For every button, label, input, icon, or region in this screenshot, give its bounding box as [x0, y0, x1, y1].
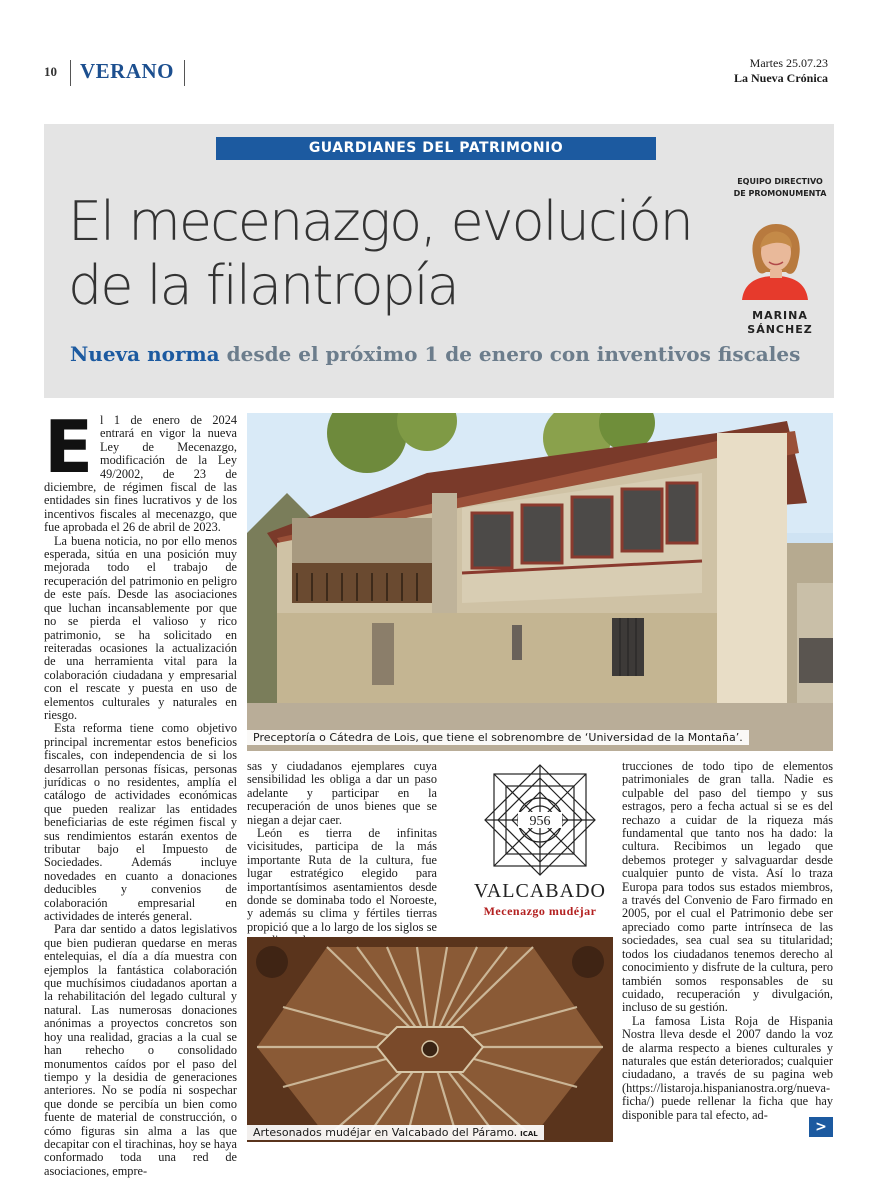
- issue-date: Martes 25.07.23: [749, 56, 828, 70]
- headline-line-2: de la filantropía: [68, 254, 458, 317]
- author-affiliation: [730, 176, 830, 200]
- photo-caption: [247, 1125, 544, 1140]
- lead-photo: [247, 413, 833, 751]
- logo-subtitle: Mecenazgo mudéjar: [483, 904, 597, 918]
- subhead-rest: desde el próximo 1 de enero con inventivos fiscales: [219, 342, 801, 366]
- header-divider: [184, 60, 185, 86]
- logo-title: VALCABADO: [474, 880, 606, 902]
- kicker: GUARDIANES DEL PATRIMONIO: [216, 137, 656, 160]
- headline: [68, 190, 718, 318]
- newspaper-name: La Nueva Crónica: [734, 71, 828, 85]
- photo-caption: Preceptoría o Cátedra de Lois, que tiene el sobrenombre de ‘Universidad de la Montaña’.: [247, 730, 749, 745]
- continue-arrow-icon: >: [809, 1117, 833, 1137]
- author-affiliation-line: DE PROMONUMENTA: [733, 189, 827, 198]
- author-photo: [734, 218, 816, 300]
- author-last-name: SÁNCHEZ: [747, 323, 813, 336]
- artesonado-photo: [247, 937, 613, 1142]
- author-first-name: MARINA: [752, 309, 808, 322]
- article-column-2: [247, 760, 437, 948]
- article-column-1: [44, 405, 237, 1178]
- paragraph: [44, 405, 237, 535]
- paragraph: Para dar sentido a datos legislativos que bien pudieran quedarse en meras entelequias, el día a día muestra con ejemplos la fantástica colaboración que muchísimos ciudadanos aportan a la rehabilitación del legado cultural y natural. Las numerosas donaciones anónimas a proyectos concretos son hoy una realidad, gracias a la cual se han rehecho o consolidado monumentos caídos por el paso del tiempo y la desidia de generaciones anteriores. No se podía ni sospechar que donde se percibía un bien como fuente de material de construcción, o cómo figuras sin alma a las que decapitar con el tirachinas, hoy se haya conformado toda una red de asociaciones, empre-: [44, 922, 237, 1178]
- subheadline: [70, 342, 801, 366]
- caption-text: Artesonados mudéjar en Valcabado del Páramo.: [253, 1126, 518, 1139]
- paragraph: trucciones de todo tipo de elementos patrimoniales de gran talla. Nadie es culpable del paso del tiempo y sus estragos, pero a fecha actual si se es del rechazo a cuidar de la riqueza más fundamental que tanto nos ha dado: la cultura. Recibimos un legado que debemos proteger y salvaguardar desde cualquier punto de vista. Así lo traza Europa para todos sus estados miembros, a través del Convenio de Faro firmado en 2005, por el cual el Patrimonio debe ser apreciado como parte intrínseca de las sociedades, sea cual sea su titularidad; todos los ciudadanos tenemos derecho al conocimiento y disfrute de la cultura, pero también somos responsables de su cuidado, recuperación y divulgación, incluso de su gestión.: [622, 759, 833, 1015]
- header-divider: [70, 60, 71, 86]
- subhead-lead: Nueva norma: [70, 342, 220, 366]
- headline-box: [44, 124, 834, 398]
- building-photo: [247, 413, 833, 751]
- paragraph-text: l 1 de enero de 2024 entrará en vigor la nueva Ley de Mecenazgo, modificación de la Ley 49/2002, de 23 de diciembre, de régimen fiscal de las entidades sin fines lucrativos y de los incentivos fiscales al mecenazgo, que fue aprobada el 26 de abril de 2023.: [44, 413, 237, 535]
- page-number: 10: [44, 64, 57, 79]
- drop-cap: E: [44, 405, 94, 489]
- paragraph: La famosa Lista Roja de Hispania Nostra lleva desde el 2007 dando la voz de alarma respecto a bienes culturales y naturales que están deteriorados; cualquier ciudadano, a través de su pagina web (https://listaroja.hispanianostra.org/nueva-ficha/) puede rellenar la ficha que hay disponible para tal efecto, ad-: [622, 1013, 833, 1122]
- paragraph: León es tierra de infinitas vicisitudes, participa de la más importante Ruta de la cultura, fue lugar estratégico elegido para importantísimos asentamientos desde donde se dominaba todo el Noroeste, y además su clima y fértiles tierras propició que a lo largo de los siglos se: [247, 826, 437, 934]
- photo-credit: ICAL: [520, 1130, 538, 1138]
- paragraph: La buena noticia, no por ello menos esperada, sitúa en una posición muy mejorada todo el trabajo de recuperación del patrimonio en peligro de este país. Desde las asociaciones que luchan incansablemente por que no se pierda el valioso y rico patrimonio, se ha solicitado en reiteradas ocasiones la actualización de una herramienta vital para la colaboración ciudadana y empresarial con el rescate y puesta en uso de elementos culturales y naturales en riesgo.: [44, 533, 237, 722]
- paragraph: sas y ciudadanos ejemplares cuya sensibilidad les obliga a dar un paso adelante y participar en la recuperación de unos bienes que se niegan a dejar caer.: [247, 759, 437, 827]
- dateline: [734, 56, 828, 86]
- author-name: [730, 309, 830, 337]
- logo-number: 956: [529, 814, 551, 829]
- paragraph: Esta reforma tiene como objetivo principal incrementar estos beneficios fiscales, con independencia de si los desarrollan personas físicas, personas jurídicas o no residentes, amplía el catálogo de actividades económicas que pueden realizar las entidades beneficiarias de este régimen fiscal y sus rendimientos estarán exentos de tributar bajo el Impuesto de Sociedades. Además incluye novedades en cuanto a donaciones deducibles y convenios de colaboración empresarial en actividades de interés general.: [44, 721, 237, 924]
- headline-line-1: El mecenazgo, evolución: [68, 190, 692, 253]
- section-title: VERANO: [80, 59, 175, 83]
- author-affiliation-line: EQUIPO DIRECTIVO: [737, 177, 823, 186]
- logo-text: [453, 880, 627, 919]
- article-column-3: [622, 760, 833, 1122]
- ceiling-photo: [247, 937, 613, 1142]
